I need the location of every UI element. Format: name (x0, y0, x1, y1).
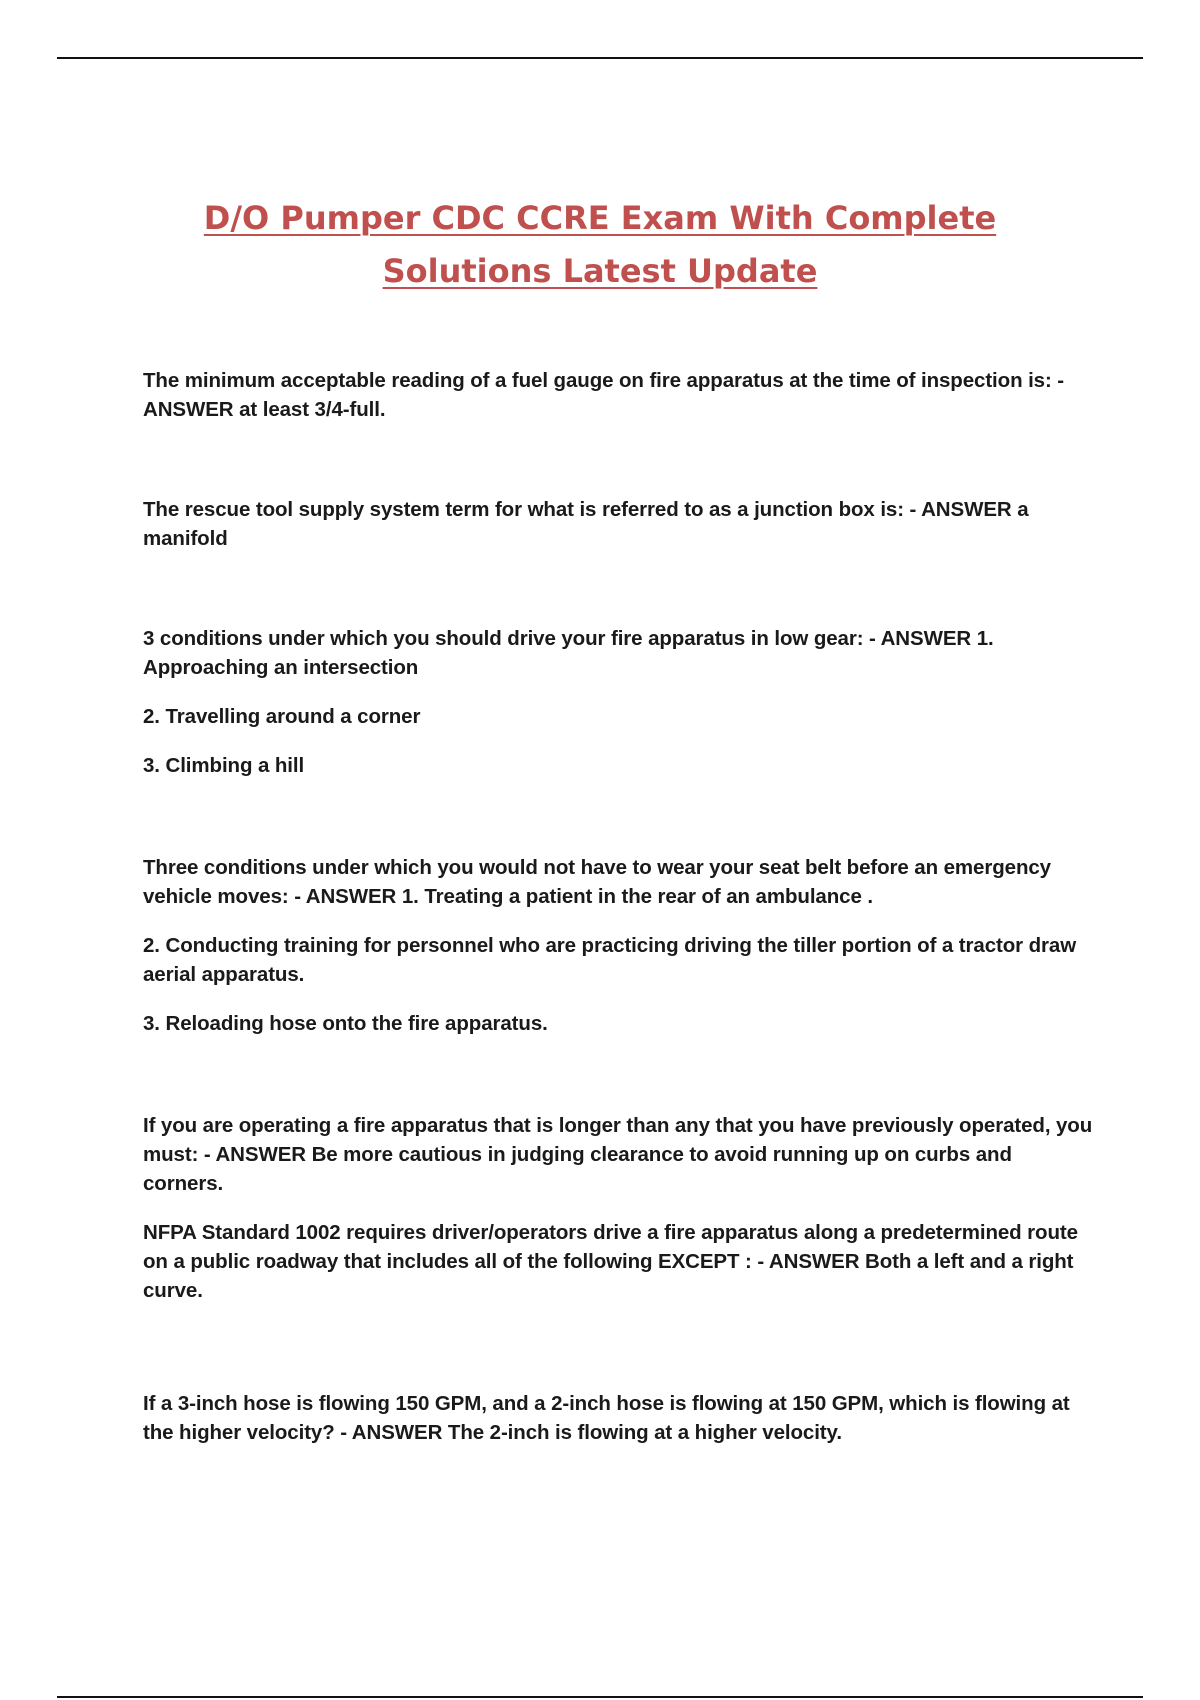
qa-paragraph: If a 3-inch hose is flowing 150 GPM, and a 2-inch hose is flowing at 150 GPM, which is flowing at the higher velocity? - ANSWER The 2-inch is flowing at a higher velocity. (143, 1392, 1070, 1444)
qa-paragraph: 2. Travelling around a corner (143, 705, 421, 728)
qa-item-longer-apparatus (143, 1111, 1093, 1305)
qa-paragraph: 2. Conducting training for personnel who are practicing driving the tiller portion of a tractor draw aerial apparatus. (143, 934, 1077, 986)
bottom-divider (57, 1696, 1143, 1698)
qa-paragraph: The minimum acceptable reading of a fuel gauge on fire apparatus at the time of inspection is: - ANSWER at least 3/4-full. (143, 369, 1065, 421)
qa-item-junction-box (143, 495, 1093, 553)
qa-item-seat-belt (143, 853, 1093, 1038)
document-title (140, 192, 1060, 298)
top-divider (57, 57, 1143, 59)
qa-item-low-gear (143, 624, 1093, 780)
qa-paragraph: 3. Reloading hose onto the fire apparatus. (143, 1012, 548, 1035)
qa-paragraph: 3. Climbing a hill (143, 754, 305, 777)
title-line-1: D/O Pumper CDC CCRE Exam With Complete (203, 199, 997, 237)
qa-paragraph: NFPA Standard 1002 requires driver/operators drive a fire apparatus along a predetermined route on a public roadway that includes all of the following EXCEPT : - ANSWER Both a left and a right curve. (143, 1221, 1078, 1302)
qa-item-fuel-gauge (143, 366, 1093, 424)
qa-paragraph: 3 conditions under which you should drive your fire apparatus in low gear: - ANSWER 1. Approaching an intersection (143, 627, 994, 679)
qa-paragraph: If you are operating a fire apparatus that is longer than any that you have previously operated, you must: - ANSWER Be more cautious in judging clearance to avoid running up on curbs and corners. (143, 1114, 1093, 1195)
qa-paragraph: Three conditions under which you would not have to wear your seat belt before an emergency vehicle moves: - ANSWER 1. Treating a patient in the rear of an ambulance . (143, 856, 1051, 908)
title-line-2: Solutions Latest Update (382, 252, 818, 290)
qa-paragraph: The rescue tool supply system term for what is referred to as a junction box is: - ANSWER a manifold (143, 498, 1029, 550)
qa-item-hose-velocity (143, 1389, 1093, 1447)
